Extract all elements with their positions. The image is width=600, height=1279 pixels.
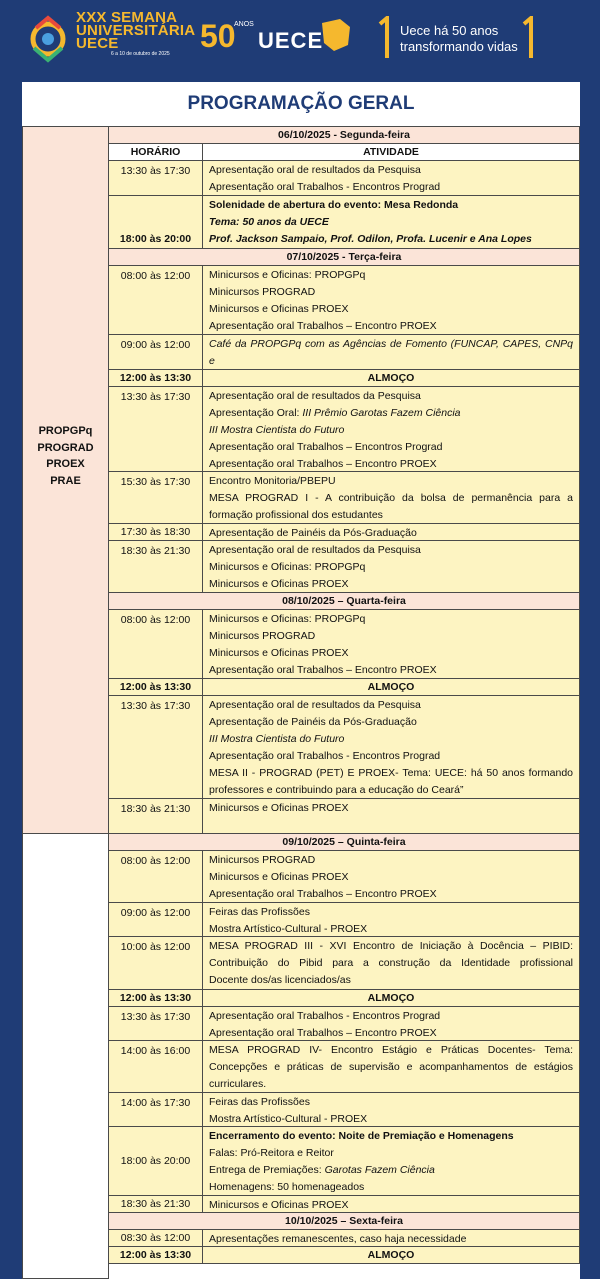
time-text: 13:30 às 17:30: [120, 1011, 191, 1023]
anos-label: ANOS: [234, 21, 254, 28]
activity-line: Encerramento do evento: Noite de Premiação e Homenagens: [209, 1130, 514, 1142]
activity-line: Apresentação de Painéis da Pós-Graduação: [209, 716, 417, 728]
row-activity: [202, 695, 580, 799]
activity-text: Apresentação Oral:: [209, 407, 303, 419]
activity-line: Encontro Monitoria/PBEPU: [209, 475, 336, 487]
activity-line: Minicursos e Oficinas PROEX: [209, 578, 349, 590]
row-activity: [202, 1126, 580, 1196]
time-text: 17:30 às 18:30: [120, 526, 191, 538]
ceara-map-icon: [318, 17, 352, 53]
day-header: 10/10/2025 – Sexta-feira: [108, 1212, 580, 1230]
activity-line: Apresentação oral de resultados da Pesquisa: [209, 390, 421, 402]
activity-line: MESA PROGRAD III - XVI Encontro de Iniciação à Docência – PIBID:: [209, 940, 573, 952]
row-time: [108, 386, 203, 472]
lunch-label: ALMOÇO: [202, 989, 580, 1007]
activity-line: MESA PROGRAD I - A contribuição da bolsa de permanência para a: [209, 492, 573, 504]
activity-line: Minicursos e Oficinas: PROPGPq: [209, 613, 366, 625]
time-text: 18:30 às 21:30: [120, 803, 191, 815]
activity-line: formação profissional dos estudantes: [209, 509, 383, 521]
event-logo-icon: [28, 12, 68, 66]
row-activity: [202, 798, 580, 834]
col-header-time: HORÁRIO: [108, 143, 203, 161]
row-time: [108, 1195, 203, 1213]
activity-line: III Mostra Cientista do Futuro: [209, 733, 345, 745]
activity-line: Prof. Jackson Sampaio, Prof. Odilon, Profa. Lucenir e Ana Lopes: [209, 233, 532, 245]
tagline-line1: Uece há 50 anos: [400, 23, 499, 38]
time-text: 18:30 às 21:30: [120, 1198, 191, 1210]
row-activity: [202, 902, 580, 937]
row-activity: [202, 195, 580, 249]
time-text: 08:00 às 12:00: [120, 614, 191, 626]
organizers-list: [23, 423, 108, 489]
time-text: 09:00 às 12:00: [120, 907, 191, 919]
activity-line: MESA II - PROGRAD (PET) E PROEX- Tema: UECE: há 50 anos formando: [209, 767, 573, 779]
time-text: 13:30 às 17:30: [120, 391, 191, 403]
activity-line: Apresentação oral de resultados da Pesquisa: [209, 699, 421, 711]
lunch-label: ALMOÇO: [202, 1246, 580, 1264]
organizers-cell: [22, 126, 109, 834]
event-header: [0, 0, 600, 82]
row-time: [108, 540, 203, 593]
tagline: [400, 23, 518, 55]
activity-line: Tema: 50 anos da UECE: [209, 216, 329, 228]
activity-line: III Mostra Cientista do Futuro: [209, 424, 345, 436]
uece-wordmark: UECE: [258, 28, 324, 53]
time-text: 15:30 às 17:30: [120, 476, 191, 488]
row-time: [108, 195, 203, 249]
activity-line: Apresentação oral de resultados da Pesquisa: [209, 164, 421, 176]
activity-line: Apresentação oral Trabalhos – Encontro PROEX: [209, 888, 437, 900]
activity-line: Falas: Pró-Reitora e Reitor: [209, 1147, 334, 1159]
organizers-cell-empty: [22, 833, 109, 1279]
row-activity: [202, 1006, 580, 1041]
fifty-years-number: 50: [200, 18, 236, 54]
activity-line: Minicursos e Oficinas PROEX: [209, 647, 349, 659]
organizer-name: PRAE: [50, 474, 81, 487]
row-time: [108, 798, 203, 834]
activity-line: Apresentações remanescentes, caso haja necessidade: [209, 1233, 467, 1245]
time-text: 18:00 às 20:00: [119, 233, 192, 245]
activity-line: Minicursos e Oficinas: PROPGPq: [209, 561, 366, 573]
activity-text-italic: Garotas Fazem Ciência: [324, 1164, 435, 1176]
row-activity: [202, 160, 580, 196]
activity-line: Feiras das Profissões: [209, 906, 310, 918]
row-time: [108, 265, 203, 335]
row-activity: [202, 334, 580, 370]
row-activity: [202, 1195, 580, 1213]
row-time: [108, 936, 203, 990]
activity-line: Solenidade de abertura do evento: Mesa Redonda: [209, 199, 459, 211]
row-time: [108, 334, 203, 370]
activity-line: Minicursos PROGRAD: [209, 630, 316, 642]
activity-line: Minicursos e Oficinas PROEX: [209, 871, 349, 883]
row-activity: [202, 540, 580, 593]
activity-line: Minicursos PROGRAD: [209, 286, 316, 298]
row-activity: [202, 523, 580, 541]
row-activity: [202, 1229, 580, 1247]
activity-line: professores e contribuindo para a educação do Ceará”: [209, 784, 464, 796]
activity-line: Concepções e práticas de supervisão e acompanhamentos de estágios: [209, 1061, 573, 1073]
time-text: 09:00 às 12:00: [120, 339, 191, 351]
activity-line: Apresentação oral Trabalhos - Encontros Prograd: [209, 750, 441, 762]
time-text: 14:00 às 17:30: [120, 1097, 191, 1109]
row-time: [108, 678, 203, 696]
row-time: [108, 609, 203, 679]
organizer-name: PROGRAD: [37, 441, 94, 454]
activity-line: Mostra Artístico-Cultural - PROEX: [209, 1113, 368, 1125]
row-activity: [202, 609, 580, 679]
time-text: 18:30 às 21:30: [120, 545, 191, 557]
row-time: [108, 1006, 203, 1041]
activity-line: curriculares.: [209, 1078, 267, 1090]
activity-line: Apresentação oral Trabalhos – Encontro PROEX: [209, 458, 437, 470]
row-activity: [202, 936, 580, 990]
day-header: 07/10/2025 - Terça-feira: [108, 248, 580, 266]
event-title-line1: XXX SEMANA: [76, 9, 178, 26]
activity-line: Minicursos PROGRAD: [209, 854, 316, 866]
time-text: 10:00 às 12:00: [120, 941, 191, 953]
day-header: 08/10/2025 – Quarta-feira: [108, 592, 580, 610]
activity-line: Apresentação oral Trabalhos – Encontro PROEX: [209, 320, 437, 332]
activity-line: Minicursos e Oficinas PROEX: [209, 802, 349, 814]
row-time: [108, 695, 203, 799]
activity-line: Apresentação oral Trabalhos - Encontros Prograd: [209, 181, 441, 193]
col-header-activity: ATIVIDADE: [202, 143, 580, 161]
activity-line: Apresentação oral Trabalhos – Encontro PROEX: [209, 664, 437, 676]
page-title: PROGRAMAÇÃO GERAL: [187, 93, 415, 114]
activity-line: Minicursos e Oficinas: PROPGPq: [209, 269, 366, 281]
lunch-label: ALMOÇO: [202, 678, 580, 696]
time-text: 12:00 às 13:30: [119, 1249, 192, 1261]
activity-text-italic: III Prêmio Garotas Fazem Ciência: [302, 407, 461, 419]
row-time: [108, 989, 203, 1007]
row-time: [108, 902, 203, 937]
tagline-line2: transformando vidas: [400, 39, 518, 54]
row-activity: [202, 471, 580, 524]
activity-line: Minicursos e Oficinas PROEX: [209, 303, 349, 315]
row-time: [108, 160, 203, 196]
row-time: [108, 1126, 203, 1196]
activity-line: Apresentação oral Trabalhos – Encontro PROEX: [209, 1027, 437, 1039]
day-header: 09/10/2025 – Quinta-feira: [108, 833, 580, 851]
row-activity: [202, 386, 580, 472]
activity-line: Homenagens: 50 homenageados: [209, 1181, 365, 1193]
event-title: [76, 11, 195, 50]
activity-line: Minicursos e Oficinas PROEX: [209, 1199, 349, 1211]
activity-line: Contribuição do Pibid para a construção da Identidade profissional: [209, 957, 573, 969]
row-time: [108, 369, 203, 387]
time-text: 12:00 às 13:30: [119, 681, 192, 693]
time-text: 12:00 às 13:30: [119, 992, 192, 1004]
schedule-panel: [22, 82, 580, 1279]
organizer-name: PROPGPq: [38, 425, 93, 437]
row-time: [108, 1092, 203, 1127]
organizer-name: PROEX: [46, 458, 85, 470]
event-title-line2: UNIVERSITÁRIA: [76, 22, 196, 39]
row-activity: [202, 1092, 580, 1127]
event-dates: 6 a 10 de outubro de 2025: [111, 51, 170, 57]
time-text: 08:30 às 12:00: [120, 1232, 191, 1244]
time-text: 18:00 às 20:00: [120, 1155, 191, 1167]
activity-line: Apresentação oral Trabalhos – Encontros Prograd: [209, 441, 443, 453]
activity-line: Apresentação oral Trabalhos - Encontros Prograd: [209, 1010, 441, 1022]
activity-line: [209, 405, 573, 422]
row-time: [108, 1040, 203, 1093]
flag-one-icon: [378, 16, 392, 60]
activity-line: Docente dos/as licenciados/as: [209, 974, 351, 986]
activity-line: MESA PROGRAD IV- Encontro Estágio e Práticas Docentes- Tema:: [209, 1044, 573, 1056]
row-time: [108, 1246, 203, 1264]
lunch-label: ALMOÇO: [202, 369, 580, 387]
activity-text: Entrega de Premiações:: [209, 1164, 325, 1176]
row-time: [108, 1229, 203, 1247]
time-text: 12:00 às 13:30: [119, 372, 192, 384]
row-time: [108, 523, 203, 541]
row-activity: [202, 1040, 580, 1093]
time-text: 13:30 às 17:30: [120, 700, 191, 712]
event-title-line3: UECE: [76, 35, 119, 52]
row-time: [108, 471, 203, 524]
time-text: 08:00 às 12:00: [120, 270, 191, 282]
activity-line: Apresentação oral de resultados da Pesquisa: [209, 544, 421, 556]
activity-line: [209, 1162, 573, 1179]
activity-line: Apresentação de Painéis da Pós-Graduação: [209, 527, 417, 539]
time-text: 14:00 às 16:00: [120, 1045, 191, 1057]
activity-line: Feiras das Profissões: [209, 1096, 310, 1108]
day-header: 06/10/2025 - Segunda-feira: [108, 126, 580, 144]
activity-line: Mostra Artístico-Cultural - PROEX: [209, 923, 368, 935]
time-text: 08:00 às 12:00: [120, 855, 191, 867]
row-activity: [202, 265, 580, 335]
activity-line: Café da PROPGPq com as Agências de Fomento (FUNCAP, CAPES, CNPq e: [209, 338, 573, 367]
row-time: [108, 850, 203, 903]
flag-one-icon: [522, 16, 536, 60]
row-activity: [202, 850, 580, 903]
time-text: 13:30 às 17:30: [120, 165, 191, 177]
